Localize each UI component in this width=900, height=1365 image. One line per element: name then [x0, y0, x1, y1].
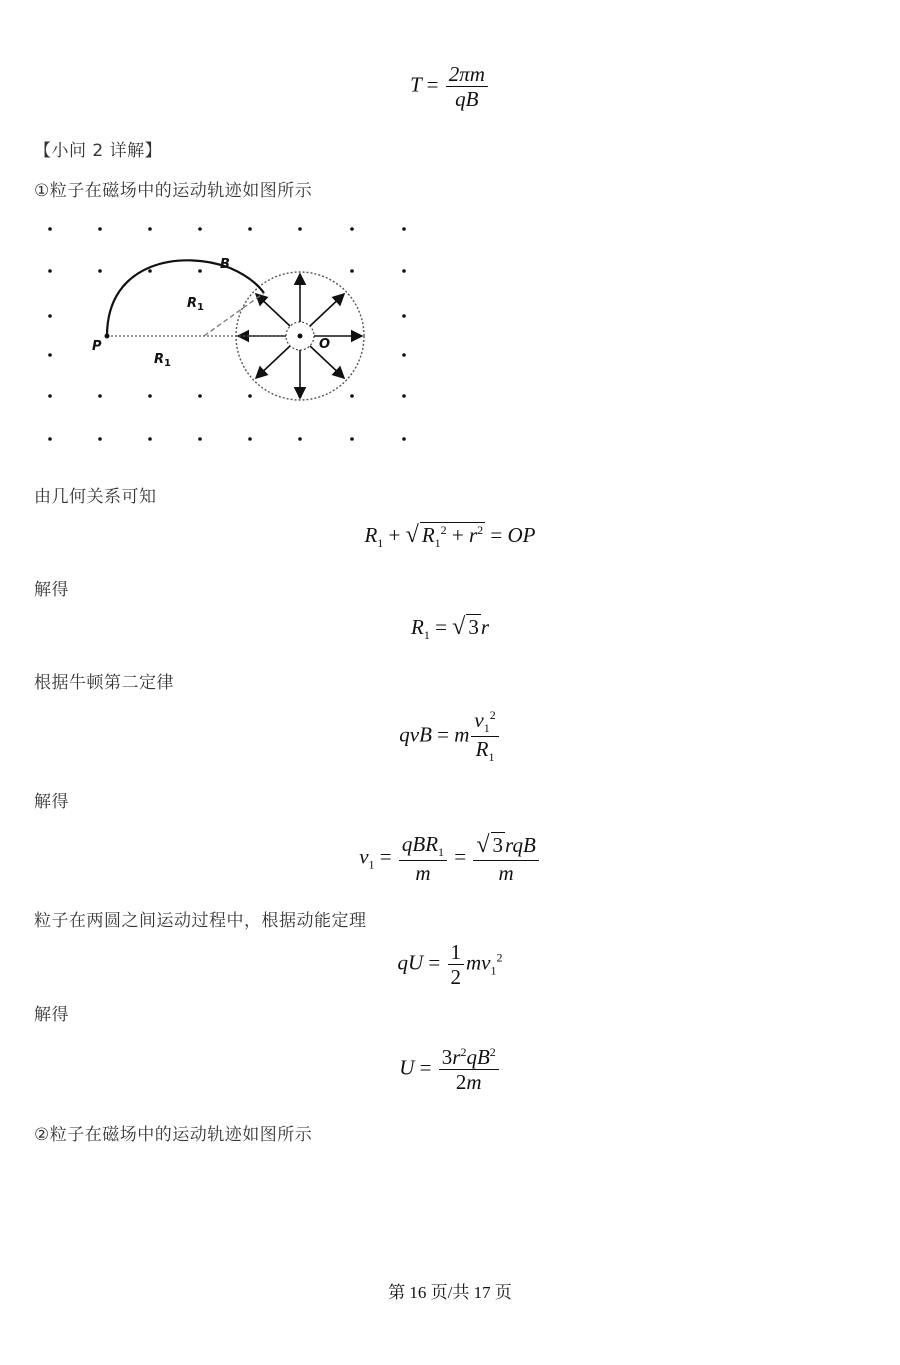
paragraph-6: 粒子在两圆之间运动过程中，根据动能定理 — [34, 911, 367, 931]
paragraph-5: 解得 — [34, 792, 69, 812]
paragraph-7: 解得 — [34, 1005, 69, 1025]
label-b: B — [220, 257, 230, 272]
label-r1-bottom: $R_1$ — [154, 352, 171, 369]
formula-r1: $R_1$ = √ 3r — [410, 614, 490, 643]
formula-voltage: U = $\frac{3r^2qB^2}{2m}$ — [0, 1045, 900, 1094]
label-o: O — [319, 337, 331, 352]
paragraph-2: 由几何关系可知 — [34, 487, 157, 507]
label-r1-top: $R_1$ — [187, 296, 204, 313]
page-footer: 第 16 页/共 17 页 — [388, 1283, 512, 1302]
label-p: P — [92, 339, 102, 354]
paragraph-4: 根据牛顿第二定律 — [34, 673, 174, 693]
center-dot — [298, 334, 303, 339]
paragraph-3: 解得 — [34, 580, 69, 600]
radius-line-diagonal — [204, 293, 264, 336]
formula-period: T = $\frac{2\pi m}{qB}$ — [0, 62, 900, 111]
paragraph-8: ②粒子在磁场中的运动轨迹如图所示 — [34, 1125, 313, 1145]
trajectory-figure — [34, 210, 424, 460]
point-p — [105, 334, 110, 339]
trajectory-arc — [107, 260, 264, 336]
formula-geometry: $R_1$ + √ $R_1^2 + r^2$ = OP — [364, 522, 536, 551]
section-header: 【小问 2 详解】 — [34, 141, 163, 161]
formula-newton: qvB = m $\frac{v_1^2}{R_1}$ — [0, 708, 900, 765]
formula-energy: qU = $\frac{1}{2}$ $mv_1^2$ — [397, 940, 503, 990]
formula-v1: $v_1$ = $\frac{qBR_1}{m}$ = $\frac{\text{√ 3rqB}}{m}$ — [0, 832, 900, 885]
paragraph-1: ①粒子在磁场中的运动轨迹如图所示 — [34, 181, 313, 201]
